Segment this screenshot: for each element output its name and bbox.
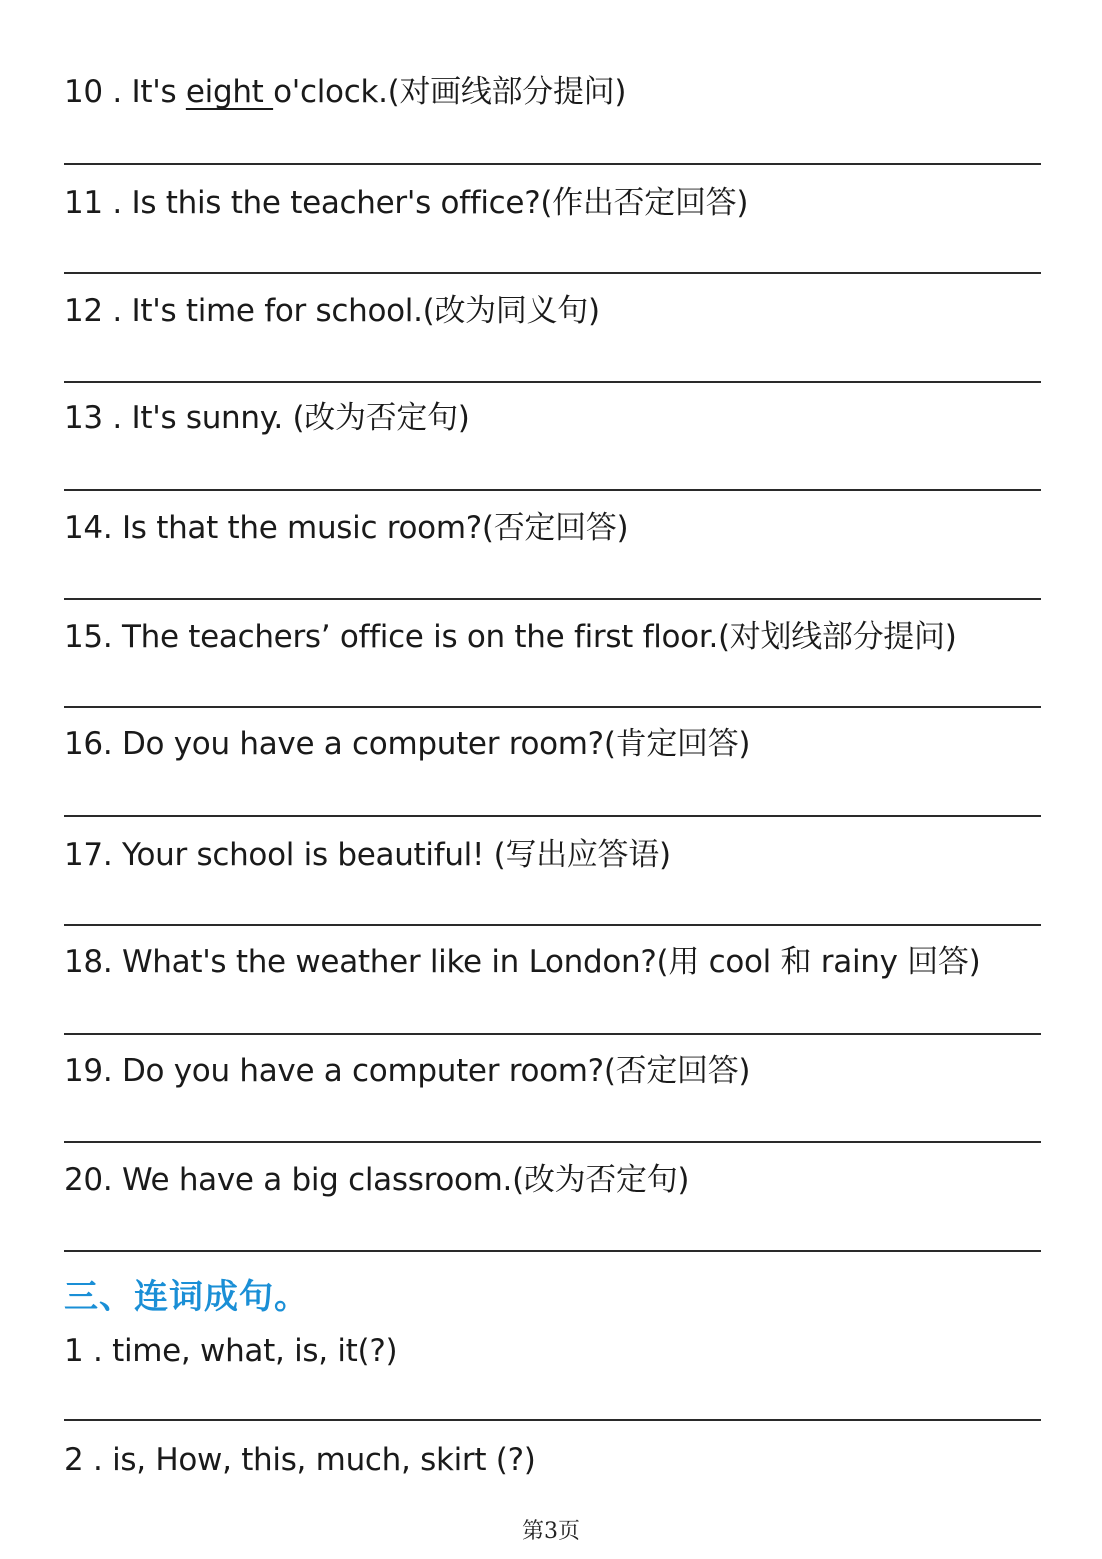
question-text: It's sunny. (改为否定句) <box>121 400 470 436</box>
answer-line[interactable] <box>64 706 1041 708</box>
answer-line[interactable] <box>64 272 1041 274</box>
answer-line[interactable] <box>64 1250 1041 1252</box>
page-number: 第3页 <box>522 1519 580 1544</box>
answer-line[interactable] <box>64 924 1041 926</box>
question-number: 12 . <box>64 293 122 329</box>
question-number: 10 . <box>64 74 122 110</box>
question-15 <box>64 617 956 657</box>
answer-line[interactable] <box>64 489 1041 491</box>
question-16 <box>64 724 750 764</box>
item-text: time, what, is, it(?) <box>102 1333 398 1369</box>
question-text: We have a big classroom.(改为否定句) <box>112 1162 690 1198</box>
reorder-item-1 <box>64 1331 397 1371</box>
answer-line[interactable] <box>64 163 1041 165</box>
question-number: 17. <box>64 837 113 873</box>
answer-line[interactable] <box>64 1033 1041 1035</box>
question-20 <box>64 1160 689 1200</box>
section-title: 三、连词成句。 <box>64 1277 309 1317</box>
question-11 <box>64 183 748 223</box>
reorder-item-2 <box>64 1440 536 1480</box>
question-text: Is that the music room?(否定回答) <box>112 510 629 546</box>
item-number: 1 . <box>64 1333 103 1369</box>
question-number: 18. <box>64 944 113 980</box>
item-text: is, How, this, much, skirt (?) <box>102 1442 536 1478</box>
underlined-word: eight <box>185 74 274 110</box>
question-number: 15. <box>64 619 113 655</box>
question-number: 13 . <box>64 400 122 436</box>
question-10 <box>64 72 626 112</box>
question-12 <box>64 291 600 331</box>
answer-line[interactable] <box>64 381 1041 383</box>
question-text-post: o'clock.(对画线部分提问) <box>273 74 627 110</box>
question-number: 16. <box>64 726 113 762</box>
question-text-pre: It's <box>121 74 186 110</box>
question-19 <box>64 1051 750 1091</box>
answer-line[interactable] <box>64 1141 1041 1143</box>
question-text: What's the weather like in London?(用 cool 和 rainy 回答) <box>112 944 981 980</box>
question-14 <box>64 508 628 548</box>
question-text: The teachers’ office is on the first floor.(对划线部分提问) <box>112 619 957 655</box>
item-number: 2 . <box>64 1442 103 1478</box>
question-text: Is this the teacher's office?(作出否定回答) <box>121 185 749 221</box>
question-18 <box>64 942 980 982</box>
question-17 <box>64 835 671 875</box>
answer-line[interactable] <box>64 815 1041 817</box>
answer-line[interactable] <box>64 598 1041 600</box>
question-text: Do you have a computer room?(否定回答) <box>112 1053 751 1089</box>
question-13 <box>64 398 470 438</box>
question-number: 14. <box>64 510 113 546</box>
question-text: Do you have a computer room?(肯定回答) <box>112 726 751 762</box>
question-number: 19. <box>64 1053 113 1089</box>
question-number: 11 . <box>64 185 122 221</box>
answer-line[interactable] <box>64 1419 1041 1421</box>
question-text: Your school is beautiful! (写出应答语) <box>112 837 671 873</box>
question-number: 20. <box>64 1162 113 1198</box>
question-text: It's time for school.(改为同义句) <box>121 293 600 329</box>
